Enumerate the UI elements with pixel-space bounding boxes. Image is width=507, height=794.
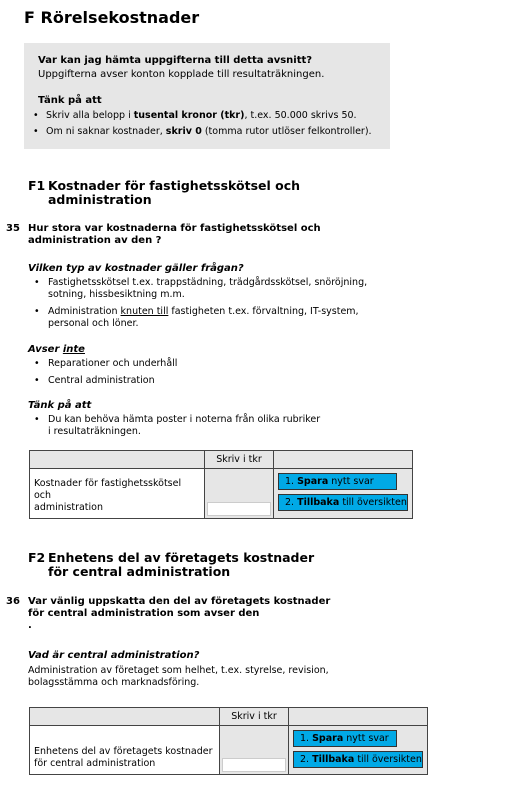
- column-header-tkr: Skriv i tkr: [205, 451, 274, 469]
- definition-line: Administration av företaget som helhet, t.ex. styrelse, revision,: [28, 665, 329, 676]
- row-label-line: Kostnader för fastighetsskötsel och: [34, 478, 182, 501]
- think-list: [28, 414, 388, 438]
- button-text: 2.: [300, 754, 313, 765]
- button-text-bold: Tillbaka: [312, 754, 355, 765]
- list-line: Fastighetsskötsel t.ex. trappstädning, trädgårdsskötsel, snöröjning,: [48, 277, 368, 288]
- button-text: 2.: [285, 497, 298, 508]
- section-title-line: Enhetens del av företagets kostnader: [48, 550, 315, 565]
- question-line: .: [28, 620, 32, 631]
- think-heading: Tänk på att: [28, 400, 92, 411]
- info-bullet-bold: skriv 0: [165, 126, 202, 137]
- row-label: [30, 726, 220, 775]
- excludes-heading: [28, 344, 85, 355]
- info-think-heading: Tänk på att: [38, 95, 102, 106]
- question-text: [28, 596, 330, 632]
- cost-type-list: [28, 277, 388, 330]
- underlined-text: knuten till: [120, 306, 169, 317]
- definition-text: [28, 665, 329, 689]
- button-text-bold: Spara: [312, 733, 344, 744]
- definition-heading: Vad är central administration?: [28, 650, 200, 661]
- table-header-empty: [274, 451, 413, 469]
- list-line: fastigheten t.ex. förvaltning, IT-system,: [168, 306, 359, 317]
- list-item: • Reparationer och underhåll: [28, 358, 388, 370]
- button-text-bold: Tillbaka: [297, 497, 340, 508]
- info-bullet-text: , t.ex. 50.000 skrivs 50.: [244, 110, 357, 121]
- back-to-overview-button[interactable]: [293, 751, 423, 768]
- list-line: sotning, hissbesiktning m.m.: [48, 289, 185, 300]
- row-label-line: för central administration: [34, 758, 156, 769]
- cost-type-heading: Vilken typ av kostnader gäller frågan?: [28, 263, 244, 274]
- question-number: 36: [6, 596, 20, 607]
- info-box: [24, 43, 390, 149]
- info-bullet-text: (tomma rutor utlöser felkontroller).: [201, 126, 372, 137]
- table-header-empty: [289, 708, 428, 726]
- list-item: [28, 277, 388, 301]
- button-text: till översikten: [354, 754, 422, 765]
- heading-text: Avser: [28, 344, 63, 355]
- row-label: [30, 469, 205, 519]
- excludes-list: [28, 358, 388, 387]
- save-button[interactable]: [278, 473, 397, 490]
- f2-answer-table: [29, 707, 428, 775]
- question-line: Hur stora var kostnaderna för fastighetsskötsel och: [28, 223, 321, 234]
- back-to-overview-button[interactable]: [278, 494, 408, 511]
- button-text: nytt svar: [343, 733, 389, 744]
- input-cell: [220, 726, 289, 775]
- question-number: 35: [6, 223, 20, 234]
- input-cell: [205, 469, 274, 519]
- column-header-tkr: Skriv i tkr: [220, 708, 289, 726]
- table-header-empty: [30, 451, 205, 469]
- button-text: till översikten: [339, 497, 407, 508]
- table-header-empty: [30, 708, 220, 726]
- definition-line: bolagsstämma och marknadsföring.: [28, 677, 200, 688]
- button-text: 1.: [300, 733, 313, 744]
- section-title-line: för central administration: [48, 564, 231, 579]
- question-line: administration av den ?: [28, 235, 162, 246]
- section-f2-heading: [28, 551, 314, 579]
- section-title-line: administration: [48, 192, 152, 207]
- info-bullet-amounts: [46, 110, 357, 121]
- section-number: F1: [28, 178, 46, 193]
- info-bullet-text: Om ni saknar kostnader,: [46, 126, 166, 137]
- button-text-bold: Spara: [297, 476, 329, 487]
- list-line: Du kan behöva hämta poster i noterna från olika rubriker: [48, 414, 321, 425]
- info-bullet-bold: tusental kronor (tkr): [133, 110, 245, 121]
- amount-input-f2[interactable]: [222, 758, 286, 772]
- list-line: personal och löner.: [48, 318, 139, 329]
- list-line: Administration: [48, 306, 121, 317]
- save-button[interactable]: [293, 730, 397, 747]
- button-text: 1.: [285, 476, 298, 487]
- section-title-line: Kostnader för fastighetsskötsel och: [48, 178, 301, 193]
- amount-input-f1[interactable]: [207, 502, 271, 516]
- info-text: Uppgifterna avser konton kopplade till resultaträkningen.: [38, 69, 325, 80]
- info-bullet-zero: [46, 126, 372, 137]
- button-cell: [289, 726, 428, 775]
- section-f1-heading: [28, 179, 300, 207]
- section-number: F2: [28, 550, 46, 565]
- button-cell: [274, 469, 413, 519]
- list-item: • Central administration: [28, 375, 388, 387]
- button-text: nytt svar: [328, 476, 374, 487]
- underlined-text: inte: [62, 344, 85, 355]
- row-label-line: administration: [34, 502, 104, 513]
- list-line: i resultaträkningen.: [48, 426, 141, 437]
- list-item: [28, 414, 388, 438]
- question-line: för central administration som avser den: [28, 608, 260, 619]
- f1-answer-table: [29, 450, 413, 519]
- question-line: Var vänlig uppskatta den del av företagets kostnader: [28, 596, 331, 607]
- page-title: F Rörelsekostnader: [24, 8, 200, 27]
- info-question: Var kan jag hämta uppgifterna till detta avsnitt?: [38, 55, 313, 66]
- question-text: [28, 223, 321, 247]
- row-label-line: Enhetens del av företagets kostnader: [34, 746, 213, 757]
- list-item: [28, 306, 388, 330]
- info-bullet-text: Skriv alla belopp i: [46, 110, 134, 121]
